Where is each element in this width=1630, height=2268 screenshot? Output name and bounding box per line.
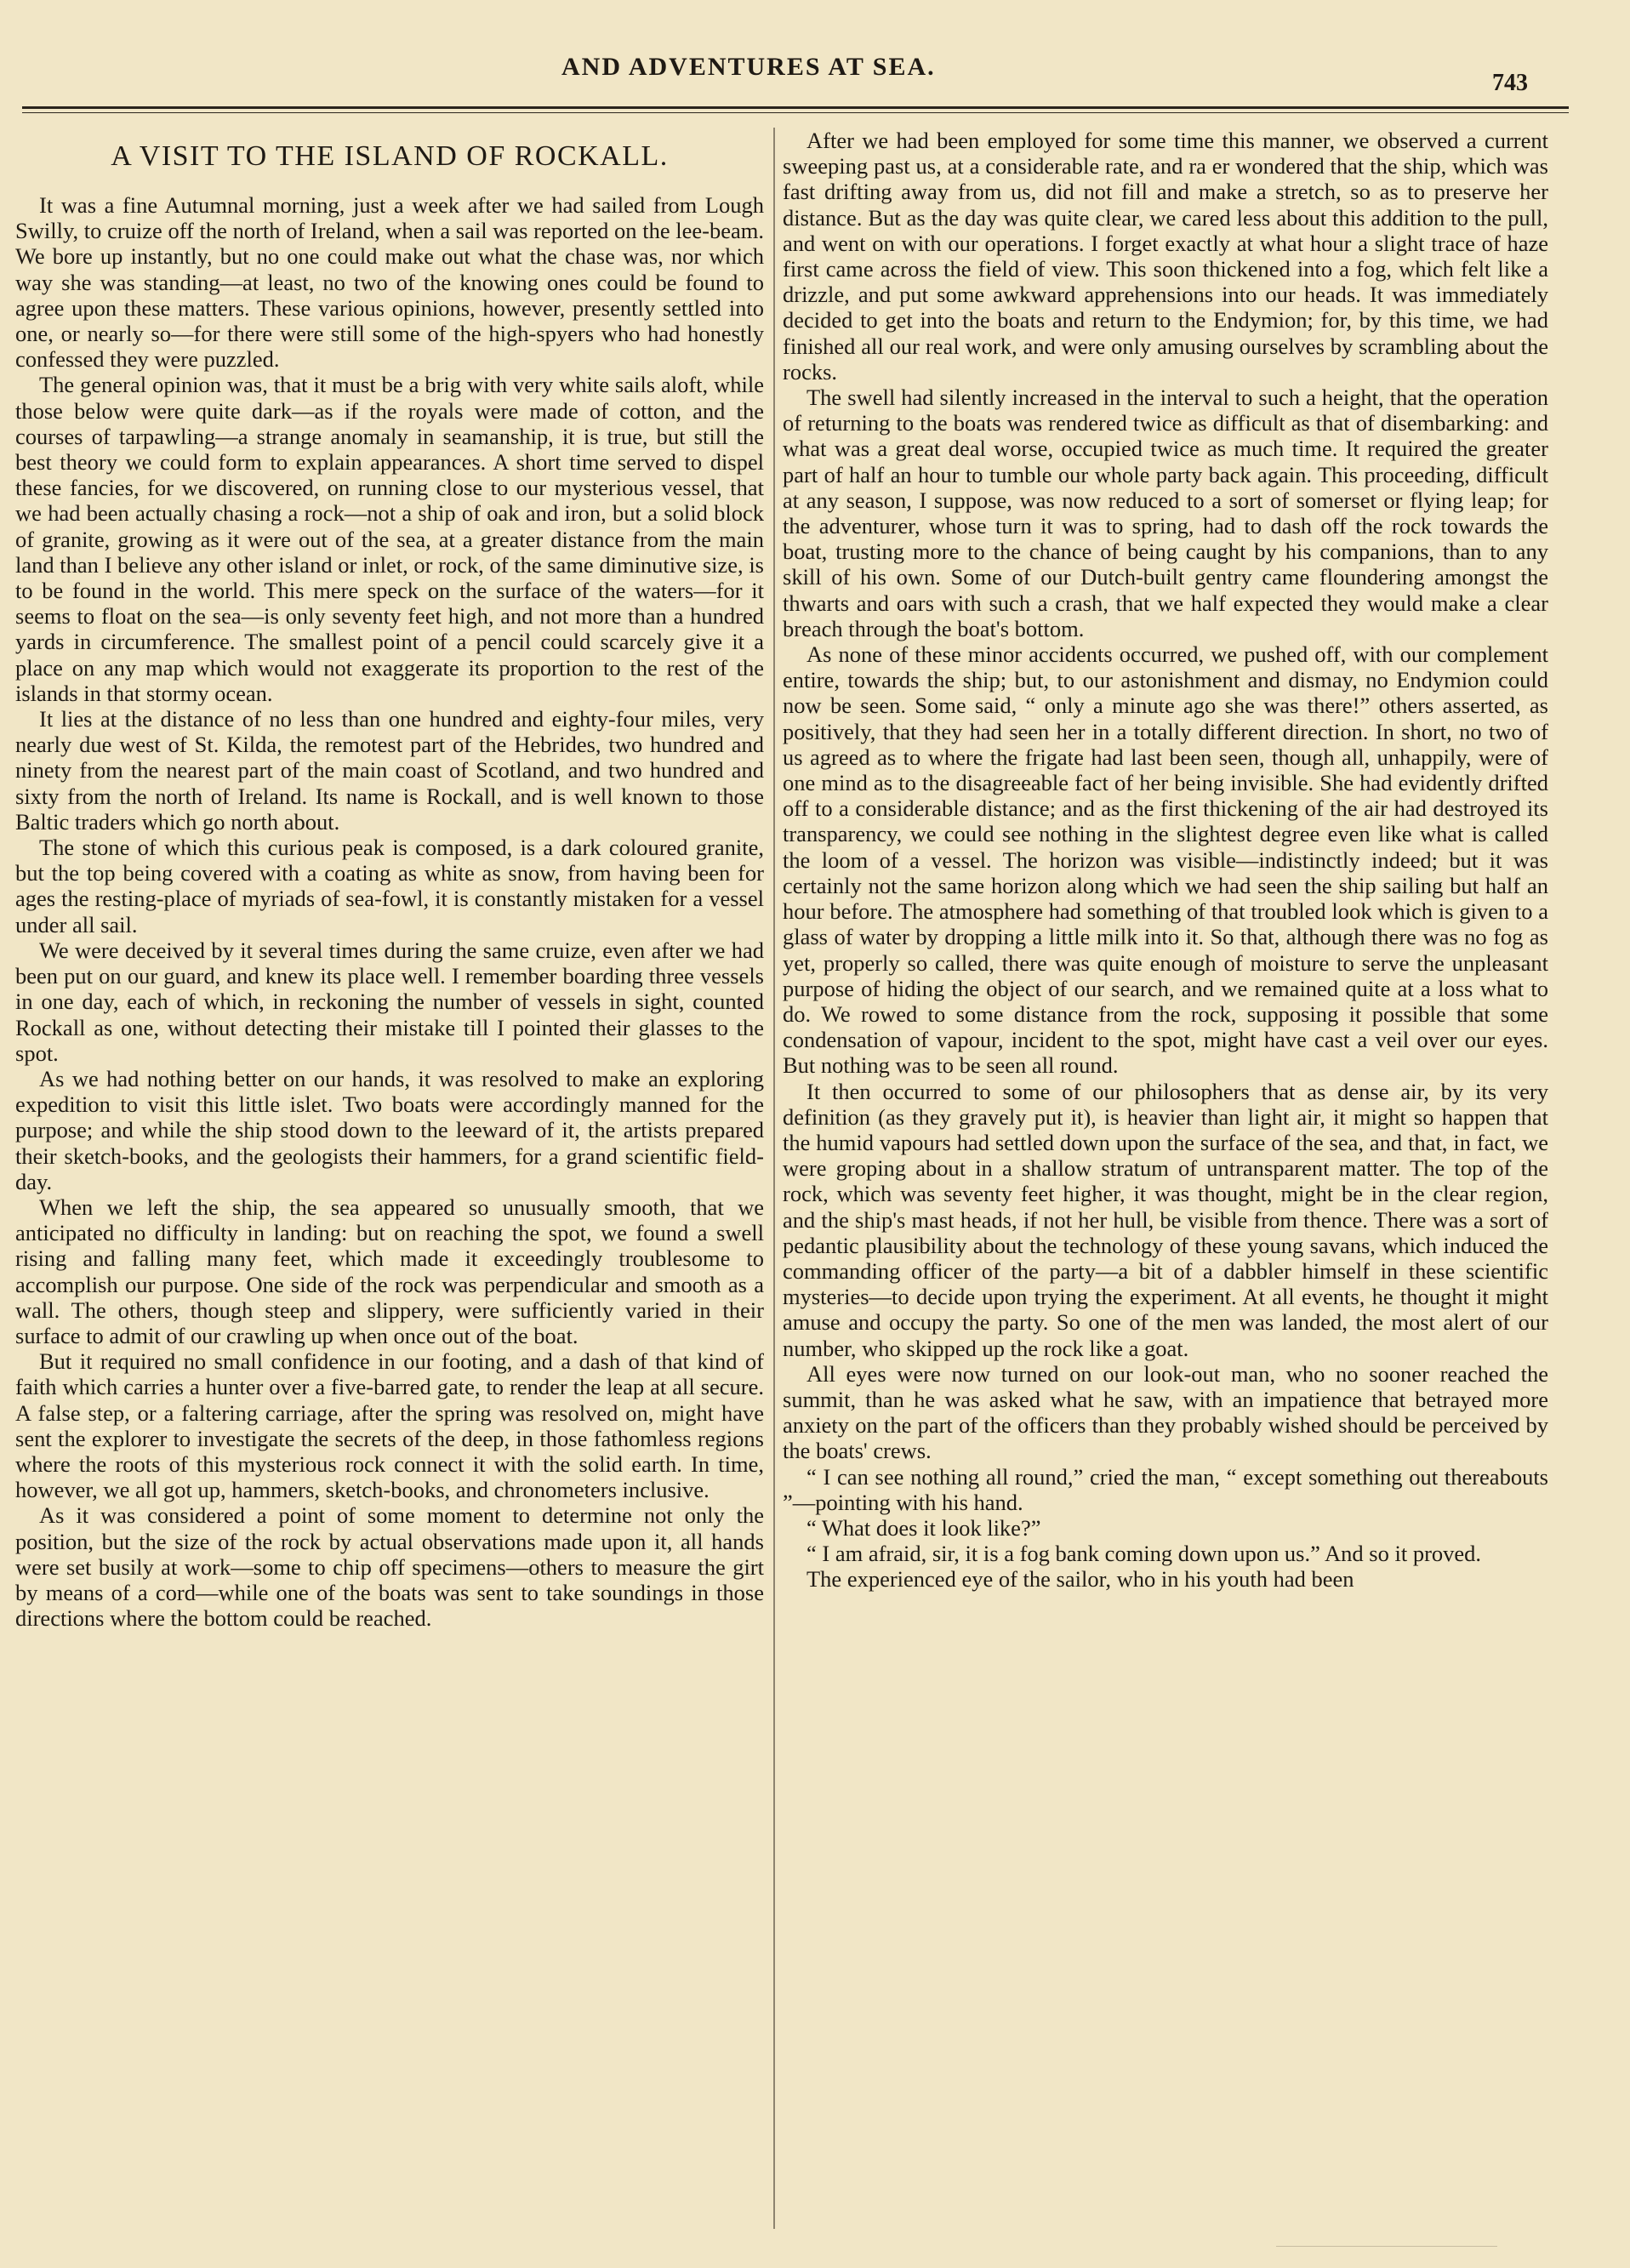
- header-rule: [22, 106, 1569, 109]
- paragraph: As we had nothing better on our hands, it was resolved to make an exploring expedition to visit this little islet. Two boats were accordingly manned for the purpose; and while the ship stood down to the leeward of it, the artists prepared their sketch-books, and the geologists their hammers, for a grand scientific field-day.: [15, 1065, 764, 1194]
- paragraph: The general opinion was, that it must be a brig with very white sails aloft, while those below were quite dark—as if the royals were made of cotton, and the courses of tarpawling—a strange anomaly in seamanship, it is true, but still the best theory we could form to explain appearances. A short time served to dispel these fancies, for we discovered, on running close to our mysterious vessel, that we had been actually chasing a rock—not a ship of oak and iron, but a solid block of granite, growing as it were out of the sea, at a greater distance from the main land than I believe any other island or inlet, or rock, of the same diminutive size, is to be found in the world. This mere speck on the surface of the waters—for it seems to float on the sea—is only seventy feet high, and not more than a hundred yards in circumference. The smallest point of a pencil could scarcely give it a place on any map which would not exaggerate its proportion to the rest of the islands in that stormy ocean.: [15, 372, 764, 706]
- article-title: A VISIT TO THE ISLAND OF ROCKALL.: [111, 140, 669, 172]
- paragraph: It was a fine Autumnal morning, just a week after we had sailed from Lough Swilly, to cruize off the north of Ireland, when a sail was reported on the lee-beam. We bore up instantly, but no one could make out what the chase was, nor which way she was standing—at least, no two of the knowing ones could be found to agree upon these matters. These various opinions, however, presently settled into one, or nearly so—for there were still some of the high-spyers who had honestly confessed they were puzzled.: [15, 192, 764, 373]
- paragraph: We were deceived by it several times during the same cruize, even after we had been put on our guard, and knew its place well. I remember boarding three vessels in one day, each of which, in reckoning the number of vessels in sight, counted Rockall as one, without detecting their mistake till I pointed their glasses to the spot.: [15, 937, 764, 1066]
- paragraph: As none of these minor accidents occurred, we pushed off, with our complement entire, towards the ship; but, to our astonishment and dismay, no Endymion could now be seen. Some said, “ only a minute ago she was there!” others asserted, as positively, that they had seen her in a totally different direction. In short, no two of us agreed as to where the frigate had last been seen, though all, unhappily, were of one mind as to the disagreeable fact of her being invisible. She had evidently drifted off to a considerable distance; and as the first thickening of the air had destroyed its transparency, we could see nothing in the slightest degree even like what is called the loom of a vessel. The horizon was visible—indistinctly indeed; but it was certainly not the same horizon along which we had seen the ship sailing but half an hour before. The atmosphere had something of that troubled look which is given to a glass of water by dropping a little milk into it. So that, although there was no fog as yet, properly so called, there was quite enough of moisture to serve the unpleasant purpose of hiding the object of our search, and we remained quite at a loss what to do. We rowed to some distance from the rock, supposing it possible that some condensation of vapour, incident to the spot, might have cast a veil over our eyes. But nothing was to be seen all round.: [783, 641, 1548, 1079]
- paragraph: The swell had silently increased in the interval to such a height, that the operation of returning to the boats was rendered twice as difficult as that of disembarking: and what was a great deal worse, occupied twice as much time. It required the greater part of half an hour to tumble our whole party back again. This proceeding, difficult at any season, I suppose, was now reduced to a sort of somerset or flying leap; for the adventurer, whose turn it was to spring, had to dash off the rock towards the boat, trusting more to the chance of being caught by his companions, than to any skill of his own. Some of our Dutch-built gentry came floundering amongst the thwarts and oars with such a crash, that we half expected they would make a clear breach through the boat's bottom.: [783, 385, 1548, 641]
- page-number: 743: [1492, 70, 1528, 96]
- paragraph: “ I can see nothing all round,” cried the man, “ except something out thereabouts ”—pointing with his hand.: [783, 1463, 1548, 1515]
- paragraph: The stone of which this curious peak is composed, is a dark coloured granite, but the top being covered with a coating as white as snow, from having been for ages the resting-place of myriads of sea-fowl, it is constantly mistaken for a vessel under all sail.: [15, 835, 764, 937]
- page-smudge: [1276, 2246, 1497, 2247]
- paragraph: It then occurred to some of our philosophers that as dense air, by its very definition (as they gravely put it), is heavier than light air, it might so happen that the humid vapours had settled down upon the surface of the sea, and that, in fact, we were groping about in a shallow stratum of untransparent matter. The top of the rock, which was seventy feet higher, it was thought, might be in the clear region, and the ship's mast heads, if not her hull, be visible from thence. There was a sort of pedantic plausibility about the technology of these young savans, which induced the commanding officer of the party—a bit of a dabbler himself in these scientific mysteries—to decide upon trying the experiment. At all events, he thought it might amuse and occupy the party. So one of the men was landed, the most alert of our number, who skipped up the rock like a goat.: [783, 1078, 1548, 1361]
- paragraph: It lies at the distance of no less than one hundred and eighty-four miles, very nearly due west of St. Kilda, the remotest part of the Hebrides, two hundred and ninety from the nearest part of the main coast of Scotland, and two hundred and sixty from the north of Ireland. Its name is Rockall, and is well known to those Baltic traders which go north about.: [15, 706, 764, 835]
- running-head: [0, 53, 1630, 96]
- column-divider: [773, 128, 775, 2229]
- running-head-title: AND ADVENTURES AT SEA.: [561, 53, 936, 81]
- paragraph: But it required no small confidence in our footing, and a dash of that kind of faith which carries a hunter over a five-barred gate, to render the leap at all secure. A false step, or a faltering carriage, after the spring was resolved on, might have sent the explorer to investigate the secrets of the deep, in those fathomless regions where the roots of this mysterious rock connect it with the solid earth. In time, however, we all got up, hammers, sketch-books, and chronometers inclusive.: [15, 1348, 764, 1503]
- paragraph: The experienced eye of the sailor, who in his youth had been: [806, 1566, 1354, 1593]
- paragraph: After we had been employed for some time this manner, we observed a current sweeping past us, at a considerable rate, and ra er wondered that the ship, which was fast drifting away from us, did not fill and make a stretch, so as to preserve her distance. But as the day was quite clear, we cared less about this addition to the pull, and went on with our operations. I forget exactly at what hour a slight trace of haze first came across the field of view. This soon thickened into a fog, which felt like a drizzle, and put some awkward apprehensions into our heads. It was immediately decided to get into the boats and return to the Endymion; for, by this time, we had finished all our real work, and were only amusing ourselves by scrambling about the rocks.: [783, 128, 1548, 385]
- paragraph: When we left the ship, the sea appeared so unusually smooth, that we anticipated no difficulty in landing: but on reaching the spot, we found a swell rising and falling many feet, which made it exceedingly troublesome to accomplish our purpose. One side of the rock was perpendicular and smooth as a wall. The others, though steep and slippery, were sufficiently varied in their surface to admit of our crawling up when once out of the boat.: [15, 1194, 764, 1348]
- paragraph: All eyes were now turned on our look-out man, who no sooner reached the summit, than he was asked what he saw, with an impatience that betrayed more anxiety on the part of the officers than they probably wished should be perceived by the boats' crews.: [783, 1360, 1548, 1464]
- left-column: [15, 128, 764, 2229]
- paragraph: “ I am afraid, sir, it is a fog bank coming down upon us.” And so it proved.: [806, 1541, 1482, 1567]
- paragraph: “ What does it look like?”: [806, 1514, 1041, 1541]
- right-column: [783, 128, 1548, 2229]
- header-rule-thin: [22, 112, 1569, 113]
- paragraph: As it was considered a point of some moment to determine not only the position, but the size of the rock by actual observations made upon it, all hands were set busily at work—some to chip off specimens—others to measure the girt by means of a cord—while one of the boats was sent to take soundings in those directions where the bottom could be reached.: [15, 1502, 764, 1632]
